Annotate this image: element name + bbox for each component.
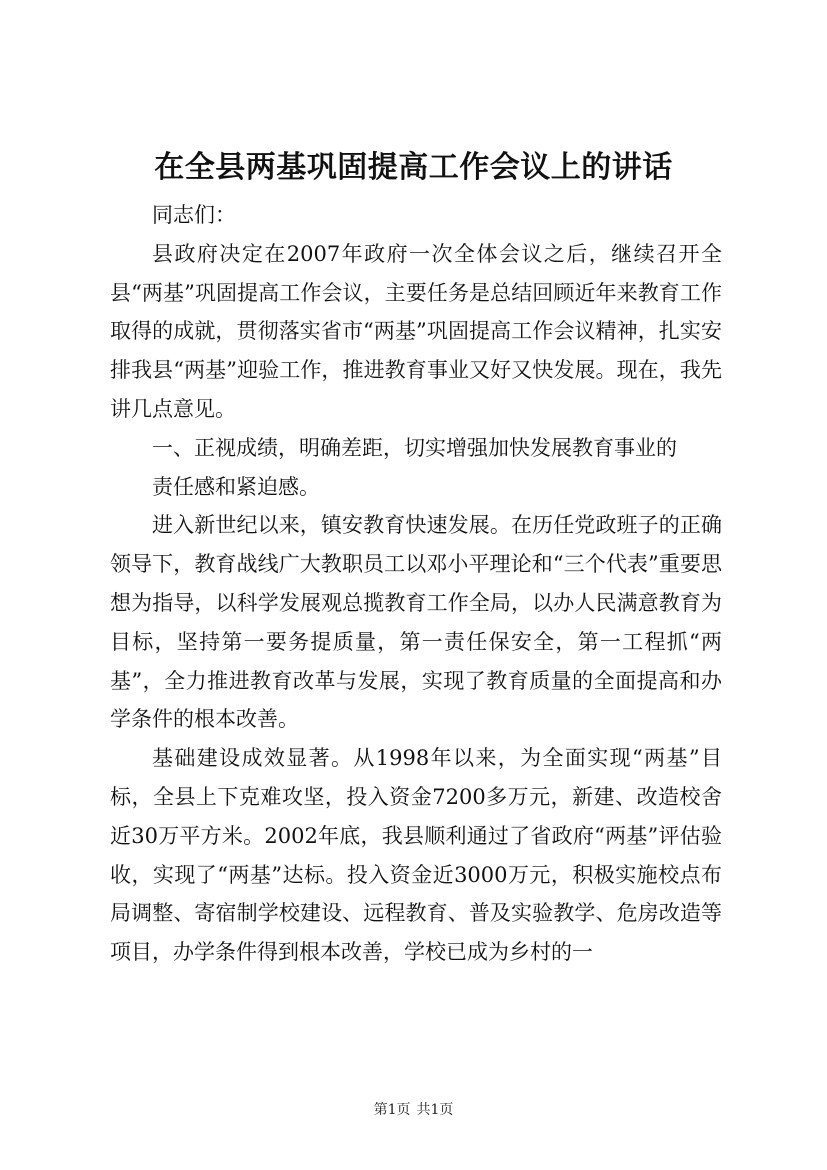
- salutation: 同志们：: [152, 203, 236, 227]
- section-heading-continuation: 责任感和紧迫感。: [152, 474, 320, 499]
- page-number: 第1页: [373, 1102, 411, 1118]
- document-title: 在全县两基巩固提高工作会议上的讲话: [154, 150, 673, 185]
- intro-paragraph: 县政府决定在2007年政府一次全体会议之后，继续召开全县“两基”巩固提高工作会议，主要任务是总结回顾近年来教育工作取得的成就，贯彻落实省市“两基”巩固提高工作会议精神，扎实安排我县“两基”迎验工作，推进教育事业又好又快发展。现在，我先讲几点意见。: [110, 241, 722, 421]
- page-footer: [0, 1100, 827, 1120]
- section-heading: 一、正视成绩，明确差距，切实增强加快发展教育事业的: [152, 435, 677, 460]
- document-body: [110, 196, 722, 972]
- section-paragraph-1: 进入新世纪以来，镇安教育快速发展。在历任党政班子的正确领导下，教育战线广大教职员工以邓小平理论和“三个代表”重要思想为指导，以科学发展观总揽教育工作全局，以办人民满意教育为目标，坚持第一要务提质量，第一责任保安全，第一工程抓“两基”，全力推进教育改革与发展，实现了教育质量的全面提高和办学条件的根本改善。: [110, 513, 722, 732]
- page-total: 共1页: [416, 1102, 454, 1118]
- section-paragraph-2: 基础建设成效显著。从1998年以来，为全面实现“两基”目标，全县上下克难攻坚，投入资金7200多万元，新建、改造校舍近30万平方米。2002年底，我县顺利通过了省政府“两基”评估验收，实现了“两基”达标。投入资金近3000万元，积极实施校点布局调整、寄宿制学校建设、远程教育、普及实验教学、危房改造等项目，办学条件得到根本改善，学校已成为乡村的一: [110, 746, 722, 965]
